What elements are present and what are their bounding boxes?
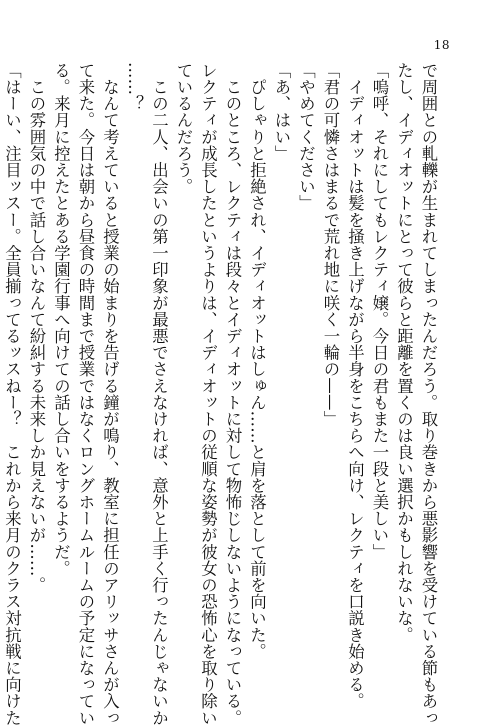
text-line: で周囲との軋轢が生まれてしまったんだろう。取り巻きから悪影響を受けている節もあっ [419,62,438,726]
text-line: この二人、出会いの第一印象が最悪でさえなければ、意外と上手く行ったんじゃないか [149,62,169,726]
text-line: たし、イディオットにとって彼らと距離を置くのは良い選択かもしれないな。 [394,62,414,643]
text-line: 「あ、はい」 [272,62,291,162]
text-line: て来た。今日は朝から昼食の時間まで授業ではなくロングホームルームの予定になってい [76,62,95,726]
text-line: 「はーい、注目ッスー。全員揃ってるッスねー？ これから来月のクラス対抗戦に向けた [2,62,22,726]
page-number: 18 [433,38,450,52]
text-line: 「やめてください」 [296,62,316,212]
text-line: ……？ [125,62,144,112]
text-line: このところ、レクティは段々とイディオットに対して物怖じしないようになっている。 [223,62,242,726]
text-line: ぴしゃりと拒絶され、イディオットはしゅん……と肩を落として前を向いた。 [247,62,267,660]
text-line: る。来月に控えたとある学園行事へ向けての話し合いをするようだ。 [51,62,71,577]
text-line: 「君の可憐さはまるで荒れ地に咲く一輪の——」 [321,62,340,428]
text-line: ているんだろう。 [174,62,193,195]
vertical-text-body [0,62,440,726]
text-line: なんて考えていると授業の始まりを告げる鐘が鳴り、教室に担任のアリッサさんが入っ [100,62,120,726]
text-line: 「嗚呼、それにしてもレクティ嬢。今日の君もまた一段と美しい」 [370,62,389,560]
text-line: レクティが成長したというよりは、イディオットの従順な姿勢が彼女の恐怖心を取り除い [198,62,218,726]
text-line: イディオットは髪を掻き上げながら半身をこちらへ向け、レクティを口説き始める。 [345,62,365,710]
text-line: この雰囲気の中で話し合いなんて紛糾する未来しか見えないが……。 [27,62,46,594]
